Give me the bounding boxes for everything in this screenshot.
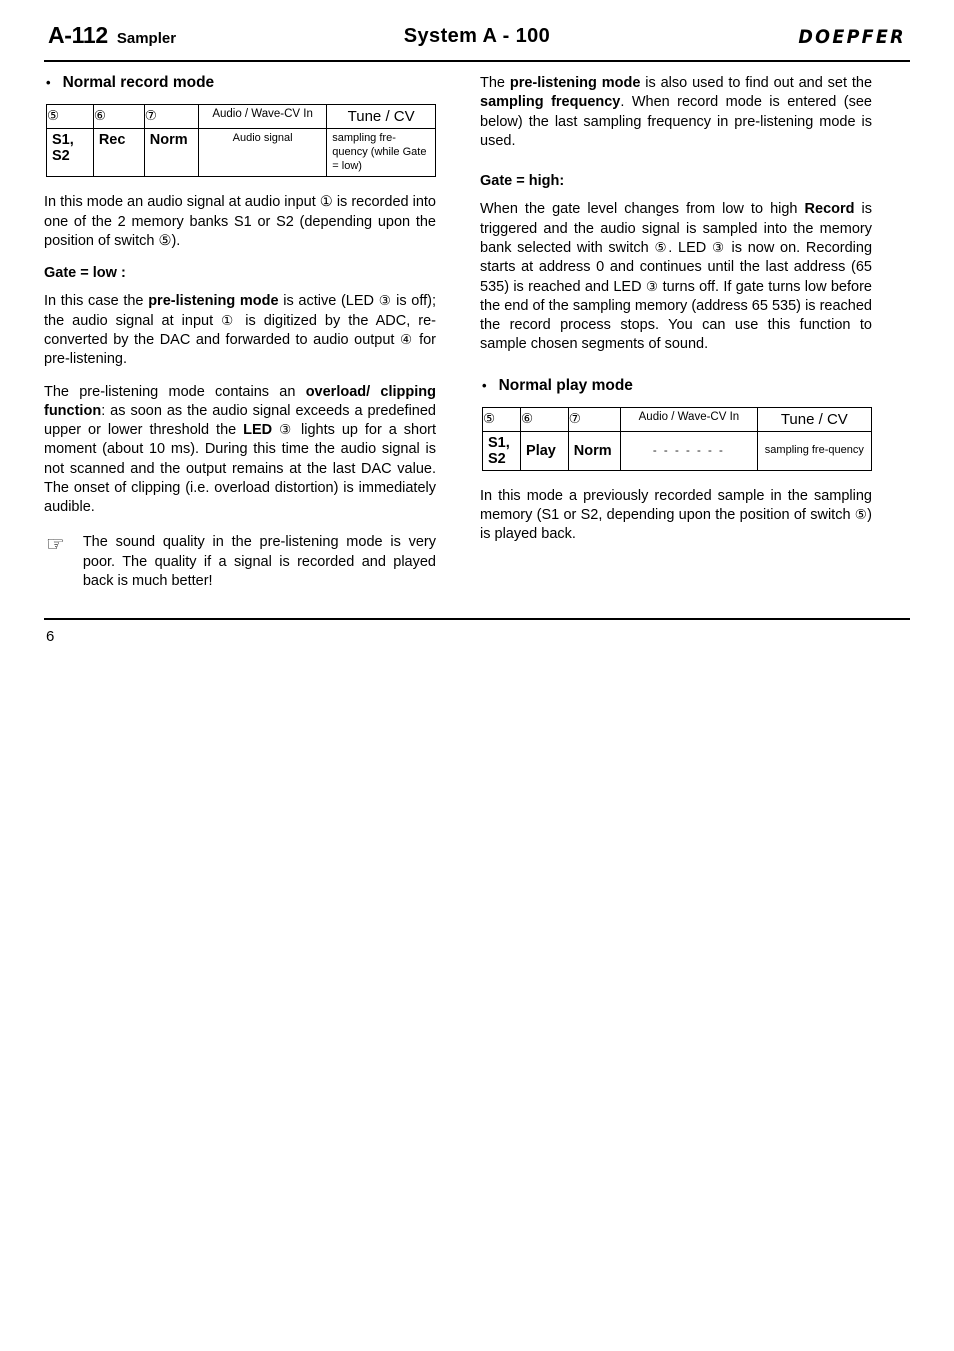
paragraph-gate-low: In this case the pre-listening mode is active (LED ③ is off); the audio signal at input ① is digitized by the ADC, re-converted by the DAC and forwarded to audio output ④ for pre-listening. (44, 293, 437, 368)
table-row (47, 129, 436, 177)
table-header-row (483, 407, 872, 431)
heading-gate-high: Gate = high: (480, 173, 565, 190)
module-name: Sampler (116, 30, 177, 47)
paragraph-play-mode: In this mode a previously recorded sample in the sampling memory (S1 or S2, depending upon the position of switch ⑤) is played back. (480, 487, 872, 543)
paragraph-record-mode-intro: In this mode an audio signal at audio input ① is recorded into one of the 2 memory banks S1 or S2 (depending upon the position of switch ⑤). (44, 194, 436, 249)
col-header-audio-wave-cv-in: Audio / Wave-CV In (198, 105, 326, 129)
heading-gate-low: Gate = low : (44, 265, 126, 282)
pointing-hand-icon: ☞ (46, 532, 65, 557)
col-header-tune-cv: Tune / CV (757, 407, 871, 431)
table-row (483, 431, 872, 470)
col-header-switch7: ⑦ (568, 407, 620, 431)
heading-text: Normal record mode (62, 74, 215, 91)
note-text: The sound quality in the pre-listening mode is very poor. The quality if a signal is recorded and played back is much better! (82, 534, 436, 590)
cell-norm: Norm (144, 129, 198, 177)
heading-normal-record-mode (46, 74, 436, 92)
brand-logo: DOEPFER (798, 26, 906, 48)
cell-bank: S1, S2 (483, 431, 521, 470)
heading-text: Normal play mode (498, 376, 633, 394)
content-columns (44, 74, 910, 591)
col-header-switch5: ⑤ (483, 407, 521, 431)
col-header-switch6: ⑥ (521, 407, 569, 431)
system-title: System A - 100 (403, 25, 551, 47)
cell-tune-cv: sampling fre-quency (757, 431, 871, 470)
right-column (480, 74, 872, 591)
bullet-icon: • (46, 75, 51, 90)
record-mode-table (46, 104, 436, 177)
cell-tune-cv: sampling fre-quency (while Gate = low) (327, 129, 436, 177)
cell-mode: Play (521, 431, 569, 470)
module-code: A-112 (48, 22, 108, 48)
col-header-audio-wave-cv-in: Audio / Wave-CV In (621, 407, 758, 431)
cell-audio-input: - - - - - - - (621, 431, 758, 470)
header-divider (44, 60, 910, 62)
paragraph-gate-high: When the gate level changes from low to high Record is triggered and the audio signal is sampled into the memory bank selected with switch ⑤. LED ③ is now on. Recording starts at address 0 and continues until the last address (65 535) is reached and LED ③ turns off. If gate turns low before the end of the sampling memory (address 65 535) is reached the record process stops. You can use this function to sample chosen segments of sound. (480, 201, 873, 353)
table-header-row (47, 105, 436, 129)
page-number: 6 (46, 628, 55, 645)
page-header (44, 22, 910, 56)
left-column (44, 74, 436, 591)
heading-normal-play-mode (482, 377, 872, 395)
note-block (44, 533, 436, 591)
bullet-icon: • (482, 377, 487, 393)
col-header-switch6: ⑥ (93, 105, 144, 129)
col-header-switch5: ⑤ (47, 105, 94, 129)
col-header-switch7: ⑦ (144, 105, 198, 129)
paragraph-pre-listening-sampling-frequency: The pre-listening mode is also used to find out and set the sampling frequency. When record mode is entered (see below) the last sampling frequency in pre-listening mode is used. (480, 75, 873, 149)
footer-divider (44, 618, 910, 620)
play-mode-table (482, 407, 872, 471)
paragraph-overload-clipping: The pre-listening mode contains an overload/ clipping function: as soon as the audio signal exceeds a predefined upper or lower threshold the LED ③ lights up for a short moment (about 10 ms). During this time the audio signal is not scanned and the output remains at the last DAC value. The onset of clipping (i.e. overload distortion) is immediately audible. (44, 383, 437, 516)
cell-norm: Norm (568, 431, 620, 470)
cell-mode: Rec (93, 129, 144, 177)
cell-bank: S1, S2 (47, 129, 94, 177)
col-header-tune-cv: Tune / CV (327, 105, 436, 129)
cell-audio-input: Audio signal (198, 129, 326, 177)
